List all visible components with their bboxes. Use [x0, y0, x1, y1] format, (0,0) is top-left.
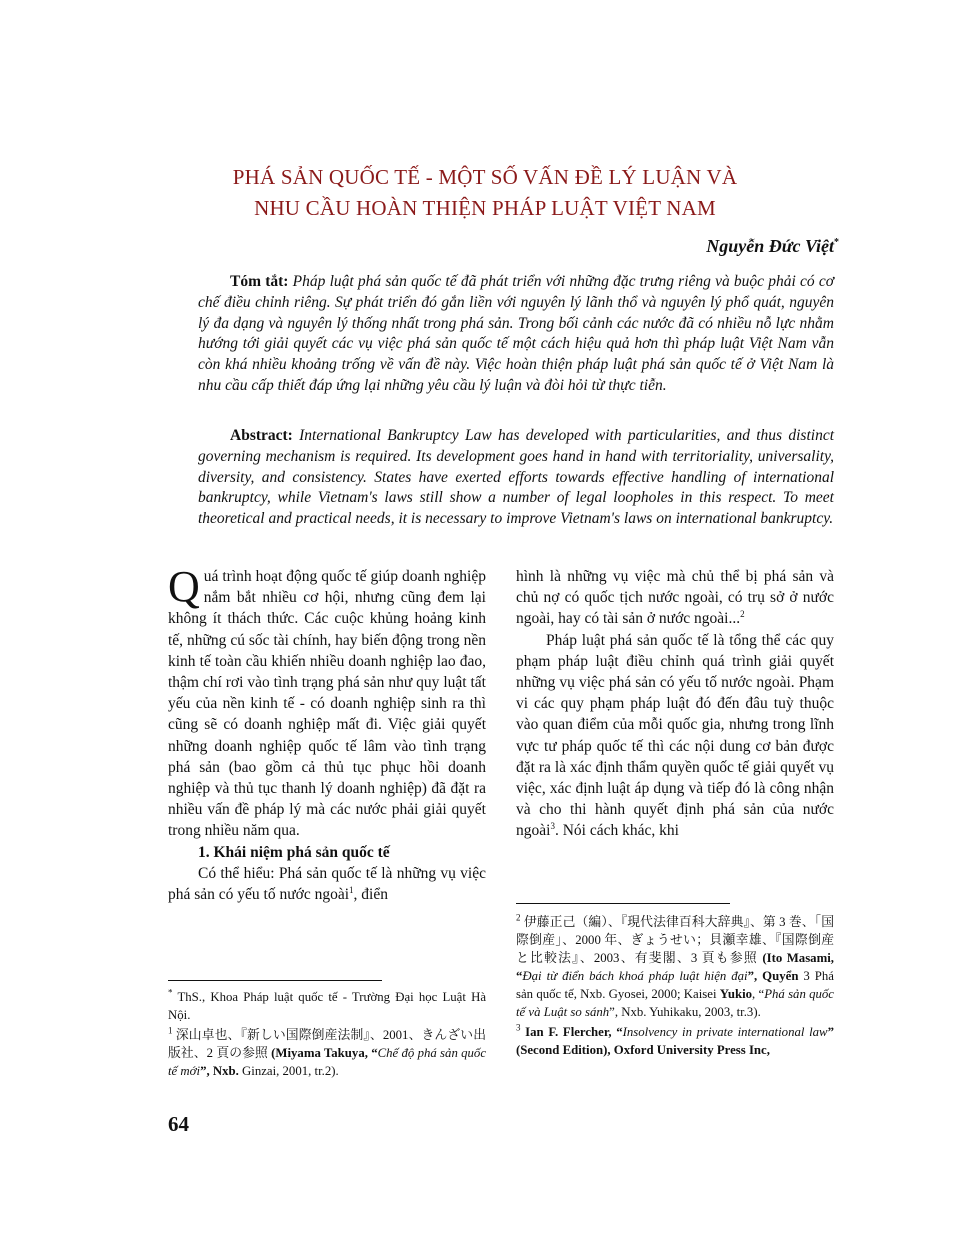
definition-text-tail: , điển [353, 886, 388, 904]
footnotes-left [168, 988, 486, 1082]
footnote-ref-2: 2 [740, 609, 745, 620]
footnote-1-bold-b: ”, Nxb. [200, 1064, 239, 1078]
footnote-2-mid: 3 Phá sản quốc tế, Nxb. Gyosei, 2000; Kaisei [516, 969, 834, 1001]
footnote-star-text: ThS., Khoa Pháp luật quốc tế - Trường Đại học Luật Hà Nội. [168, 990, 486, 1022]
footnote-1-mark: 1 [168, 1025, 173, 1036]
footnote-1 [168, 1026, 486, 1080]
drop-cap: Q [168, 562, 200, 611]
author [706, 236, 839, 257]
intro-text: uá trình hoạt động quốc tế giúp doanh nghiệp nắm bắt nhiều cơ hội, nhưng cũng đem lại không ít thách thức. Các cuộc khủng hoảng kinh tế, những cú sốc tài chính, hay biến động trong nền kinh tế toàn cầu khiến nhiều doanh nghiệp lao đao, thậm chí rơi vào tình trạng phá sản như quy luật tất yếu của nền kinh tế - có doanh nghiệp sinh ra thì cũng sẽ có doanh nghiệp mất đi. Việc giải quyết những doanh nghiệp quốc tế lâm vào tình trạng phá sản (bao gồm cả thủ tục phục hồi doanh nghiệp và thủ tục thanh lý doanh nghiệp) đã đặt ra nhiều vấn đề pháp lý mà các nước phải giải quyết trong nhiều năm qua. [168, 568, 486, 840]
footnote-2-bold-b: ”, Quyển [747, 969, 799, 983]
page-title [120, 162, 850, 224]
footnote-author [168, 988, 486, 1024]
section-heading: 1. Khái niệm phá sản quốc tế [198, 843, 390, 861]
scope-text: Pháp luật phá sản quốc tế là tổng thể các quy phạm pháp luật điều chỉnh quá trình giải quyết những vụ việc phá sản có yếu tố nước ngoài. Phạm vi các quy phạm pháp luật đó đến đâu tuỳ thuộc vào quan điểm của mỗi quốc gia, nhưng trong lĩnh vực tư pháp quốc tế thì các nội dung cơ bản được đặt ra là xác định thẩm quyền quốc tế giải quyết vụ việc, xác định luật áp dụng và tiếp đó là công nhận và cho thi hành quyết định phá sản của nước ngoài [516, 631, 834, 840]
footnote-2-japanese: 伊藤正己（編）、『現代法律百科大辞典』、第 3 巻、「国際倒産」、2000 年、ぎょうせい；貝瀬幸雄、『国際倒産と比較法』、2003、有斐閣、3 頁も参照 [516, 915, 835, 965]
abstract-vi-label: Tóm tắt: [230, 273, 289, 290]
continued-paragraph [516, 566, 834, 630]
footnote-ref-3: 3 [550, 821, 555, 832]
abstract-vietnamese [198, 272, 834, 397]
footnote-2-title-b: Phá sản quốc tế và Luật so sánh [516, 987, 834, 1019]
scope-text-tail: . Nói cách khác, khi [554, 822, 679, 840]
footnote-1-bold-a: (Miyama Takuya, “ [267, 1046, 378, 1060]
author-name: Nguyễn Đức Việt [706, 236, 834, 256]
definition-text: Có thể hiểu: Phá sản quốc tế là những vụ việc phá sản có yếu tố nước ngoài [168, 864, 486, 904]
abstract-en-text: International Bankruptcy Law has developed with particularities, and thus distinct governing mechanism is required. Its development goes hand in hand with territoriality, universality, diversity, and consistency. States have exerted efforts towards effective handling of international bankruptcy, while Vietnam's laws still show a number of legal loopholes in this respect. To meet theoretical and practical needs, it is necessary to improve Vietnam's laws on international bankruptcy. [198, 427, 835, 528]
title-line-2: NHU CẦU HOÀN THIỆN PHÁP LUẬT VIỆT NAM [254, 196, 716, 220]
footnote-2-mark: 2 [516, 912, 521, 923]
footnote-2-bold-a: (Ito Masami, “ [516, 951, 834, 983]
footnote-ref-1: 1 [349, 884, 354, 895]
page-number: 64 [168, 1112, 189, 1136]
continued-text: hình là những vụ việc mà chủ thể bị phá sản và chủ nợ có quốc tịch nước ngoài, có trụ sở ở nước ngoài, hay có tài sản ở nước ngoài... [516, 568, 834, 628]
scope-paragraph [516, 630, 834, 842]
definition-paragraph [168, 863, 486, 905]
intro-paragraph [168, 562, 486, 842]
footnote-3-bold-b: ” (Second Edition), Oxford University Press Inc, [516, 1025, 834, 1057]
footnote-3 [516, 1023, 834, 1059]
abstract-en-label: Abstract: [230, 427, 293, 444]
footnote-2-title-a: Đại từ điển bách khoá pháp luật hiện đại [522, 969, 748, 983]
title-line-1: PHÁ SẢN QUỐC TẾ - MỘT SỐ VẤN ĐỀ LÝ LUẬN VÀ [232, 165, 738, 189]
abstract-vi-text: Pháp luật phá sản quốc tế đã phát triển với những đặc trưng riêng và buộc phải có cơ chế điều chỉnh riêng. Sự phát triển đó gắn liền với nguyên lý lãnh thổ và nguyên lý phổ quát, nguyên lý đa dạng và nguyên lý thống nhất trong phá sản. Trong bối cảnh các nước đã có nhiều nỗ lực nhằm hướng tới giải quyết các vụ việc phá sản quốc tế một cách hiệu quả hơn thì pháp luật Việt Nam vẫn còn khá nhiều khoảng trống về vấn đề này. Việc hoàn thiện pháp luật phá sản quốc tế ở Việt Nam là nhu cầu cấp thiết đáp ứng lại những yêu cầu lý luận và đòi hỏi từ thực tiễn. [198, 273, 835, 394]
footnote-3-title: Insolvency in private international law [622, 1025, 828, 1039]
footnote-3-bold-a: Ian F. Flercher, “ [520, 1025, 623, 1039]
body-column-right [516, 566, 834, 842]
footnote-2-tail: ”, Nxb. Yuhikaku, 2003, tr.3). [609, 1005, 761, 1019]
author-footnote-mark: * [834, 237, 839, 248]
footnote-star-mark: * [168, 987, 173, 998]
footnote-1-japanese: 深山卓也、『新しい国際倒産法制』、2001、きんざい出版社、2 頁の参照 [168, 1028, 487, 1060]
footnote-2-mid2: , “ [752, 987, 765, 1001]
footnote-1-tail: Ginzai, 2001, tr.2). [238, 1064, 339, 1078]
footnote-3-mark: 3 [516, 1022, 521, 1033]
footnote-divider-right [516, 903, 730, 904]
body-column-left [168, 562, 486, 905]
abstract-english [198, 426, 834, 530]
footnote-divider-left [168, 980, 382, 981]
footnote-2 [516, 913, 834, 1021]
footnote-2-bold-c: Yukio [719, 987, 753, 1001]
footnotes-right [516, 913, 834, 1061]
footnote-1-title: Chế độ phá sản quốc tế mới [168, 1046, 486, 1078]
